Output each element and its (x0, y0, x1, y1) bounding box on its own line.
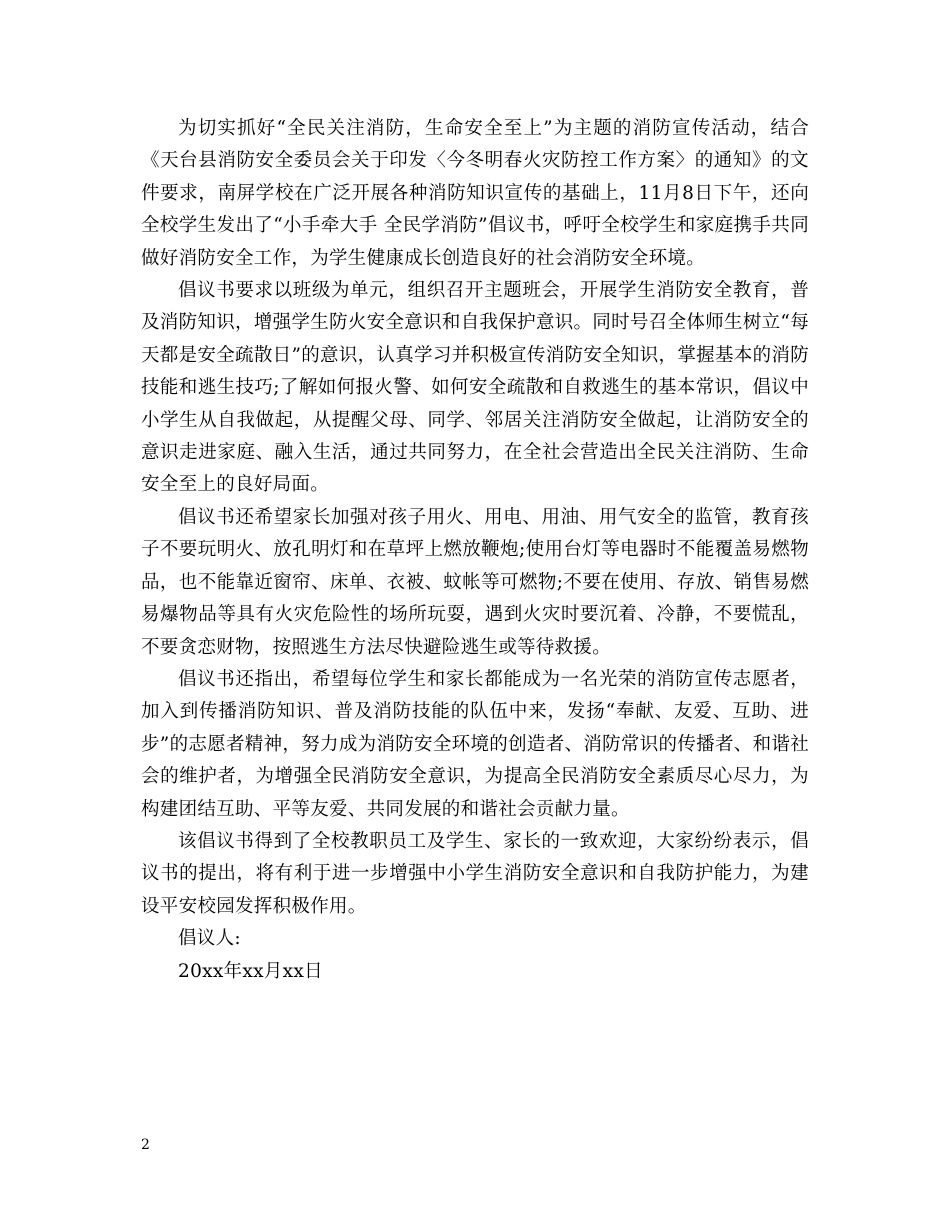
paragraph-3: 倡议书还希望家长加强对孩子用火、用电、用油、用气安全的监管，教育孩子不要玩明火、放孔明灯和在草坪上燃放鞭炮;使用台灯等电器时不能覆盖易燃物品，也不能靠近窗帘、床单、衣被、蚊帐等可燃物;不要在使用、存放、销售易燃易爆物品等具有火灾危险性的场所玩耍，遇到火灾时要沉着、冷静，不要慌乱，不要贪恋财物，按照逃生方法尽快避险逃生或等待救援。 (141, 506, 809, 658)
document-body (141, 113, 809, 988)
signature-label: 倡议人: (178, 928, 241, 950)
paragraph-2: 倡议书要求以班级为单元，组织召开主题班会，开展学生消防安全教育，普及消防知识，增强学生防火安全意识和自我保护意识。同时号召全体师生树立“每天都是安全疏散日”的意识，认真学习并积极宣传消防安全知识，掌握基本的消防技能和逃生技巧;了解如何报火警、如何安全疏散和自救逃生的基本常识，倡议中小学生从自我做起，从提醒父母、同学、邻居关注消防安全做起，让消防安全的意识走进家庭、融入生活，通过共同努力，在全社会营造出全民关注消防、生命安全至上的良好局面。 (141, 280, 809, 496)
signature-date: 20xx年xx月xx日 (178, 960, 323, 982)
page-number: 2 (141, 1137, 150, 1153)
paragraph-4: 倡议书还指出，希望每位学生和家长都能成为一名光荣的消防宣传志愿者，加入到传播消防知识、普及消防技能的队伍中来，发扬“奉献、友爱、互助、进步”的志愿者精神，努力成为消防安全环境的创造者、消防常识的传播者、和谐社会的维护者，为增强全民消防安全意识，为提高全民消防安全素质尽心尽力，为构建团结互助、平等友爱、共同发展的和谐社会贡献力量。 (141, 668, 809, 820)
paragraph-1: 为切实抓好“全民关注消防，生命安全至上”为主题的消防宣传活动，结合《天台县消防安全委员会关于印发〈今冬明春火灾防控工作方案〉的通知》的文件要求，南屏学校在广泛开展各种消防知识宣传的基础上，11月8日下午，还向全校学生发出了“小手牵大手 全民学消防”倡议书，呼吁全校学生和家庭携手共同做好消防安全工作，为学生健康成长创造良好的社会消防安全环境。 (141, 118, 809, 269)
paragraph-5: 该倡议书得到了全校教职员工及学生、家长的一致欢迎，大家纷纷表示，倡议书的提出，将有利于进一步增强中小学生消防安全意识和自我防护能力，为建设平安校园发挥积极作用。 (141, 830, 809, 917)
